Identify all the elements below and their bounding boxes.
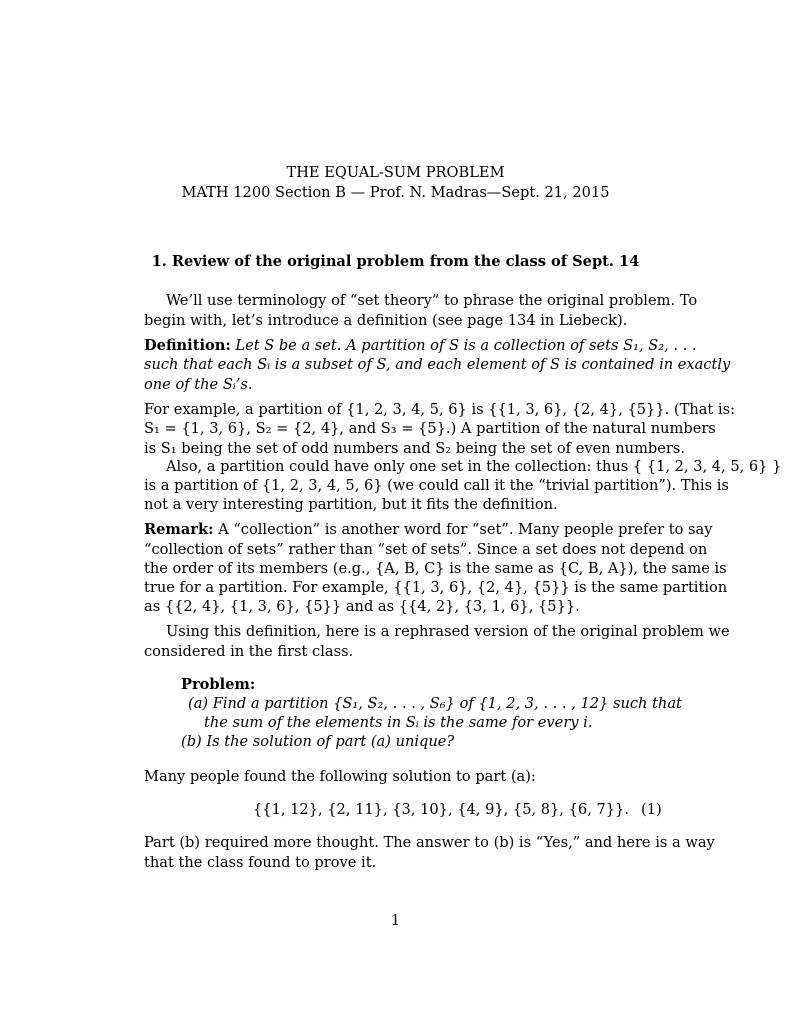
trivial-line-2: is a partition of {1, 2, 3, 4, 5, 6} (we could call it the “trivial partition”). This is xyxy=(144,477,729,494)
intro-line-2: begin with, let’s introduce a definition (see page 134 in Liebeck). xyxy=(144,312,628,329)
partb-line-2: that the class found to prove it. xyxy=(144,854,377,871)
section-heading: 1. Review of the original problem from the class of Sept. 14 xyxy=(151,253,640,270)
remark-line-1 xyxy=(144,521,712,539)
problem-line-a2: the sum of the elements in Sᵢ is the same for every i. xyxy=(204,714,593,731)
remark-text-1: A “collection” is another word for “set”. Many people prefer to say xyxy=(218,521,713,538)
definition-line-1 xyxy=(144,337,697,355)
definition-label: Definition: xyxy=(144,337,231,354)
remark-line-4: true for a partition. For example, {{1, 3, 6}, {2, 4}, {5}} is the same partition xyxy=(144,579,728,596)
equation-number: (1) xyxy=(641,801,662,818)
page-number: 1 xyxy=(390,912,401,929)
problem-line-a: (a) Find a partition {S₁, S₂, . . . , S₆} of {1, 2, 3, . . . , 12} such that xyxy=(188,695,682,712)
remark-label: Remark: xyxy=(144,521,214,538)
definition-line-2: such that each Sᵢ is a subset of S, and each element of S is contained in exactly xyxy=(144,356,731,373)
using-line-2: considered in the first class. xyxy=(144,643,354,660)
example-line-1: For example, a partition of {1, 2, 3, 4, 5, 6} is {{1, 3, 6}, {2, 4}, {5}}. (That is: xyxy=(144,401,735,418)
remark-line-2: “collection of sets” rather than “set of sets”. Since a set does not depend on xyxy=(144,541,708,558)
doc-subtitle: MATH 1200 Section B — Prof. N. Madras—Sept. 21, 2015 xyxy=(181,184,610,201)
problem-label: Problem: xyxy=(181,676,256,693)
doc-title: THE EQUAL-SUM PROBLEM xyxy=(286,164,505,181)
definition-text-1: Let S be a set. A partition of S is a collection of sets S₁, S₂, . . . xyxy=(235,337,697,354)
remark-line-5: as {{2, 4}, {1, 3, 6}, {5}} and as {{4, 2}, {3, 1, 6}, {5}}. xyxy=(144,598,580,615)
problem-line-b: (b) Is the solution of part (a) unique? xyxy=(181,733,455,750)
trivial-line-1: Also, a partition could have only one set in the collection: thus { {1, 2, 3, 4, 5, 6} } xyxy=(166,458,782,475)
example-line-3: is S₁ being the set of odd numbers and S₂ being the set of even numbers. xyxy=(144,440,685,457)
intro-line-1: We’ll use terminology of “set theory” to phrase the original problem. To xyxy=(166,292,698,309)
definition-line-3: one of the Sᵢ’s. xyxy=(144,376,253,393)
using-line-1: Using this definition, here is a rephrased version of the original problem we xyxy=(166,623,730,640)
trivial-line-3: not a very interesting partition, but it fits the definition. xyxy=(144,496,558,513)
partb-line-1: Part (b) required more thought. The answer to (b) is “Yes,” and here is a way xyxy=(144,834,715,851)
many-people-line: Many people found the following solution to part (a): xyxy=(144,768,536,785)
example-line-2: S₁ = {1, 3, 6}, S₂ = {2, 4}, and S₃ = {5}.) A partition of the natural numbers xyxy=(144,420,716,437)
equation-1: {{1, 12}, {2, 11}, {3, 10}, {4, 9}, {5, 8}, {6, 7}}. xyxy=(253,801,629,818)
remark-line-3: the order of its members (e.g., {A, B, C} is the same as {C, B, A}), the same is xyxy=(144,560,727,577)
